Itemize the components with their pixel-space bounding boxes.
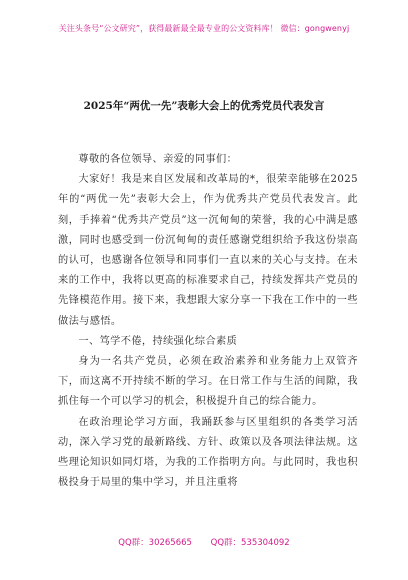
footer-qq-group-2: QQ群：535304092 [210, 538, 290, 548]
document-title: 2025年“两优一先”表彰大会上的优秀党员代表发言 [83, 100, 325, 112]
header-promo-note: 关注头条号“公文研究”，获得最新最全最专业的公文资料库！ 微信：gongwenyj [58, 24, 350, 33]
footer-qq-group-1: QQ群：30265665 [118, 538, 192, 548]
body-paragraph: 大家好！我是来自区发展和改革局的*，很荣幸能够在2025年的“两优一先”表彰大会上，作为优秀共产党员代表发言。此刻，手捧着“优秀共产党员”这一沉甸甸的荣誉，我的心中满是感激，同时也感受到一份沉甸甸的责任感谢党组织给予我这份崇高的认可，也感谢各位领导和同事们一直以来的关心与支持。在未来的工作中，我将以更高的标准要求自己，持续发挥共产党员的先锋模范作用。接下来，我想跟大家分享一下我在工作中的一些做法与感悟。 [58, 174, 358, 327]
document-body [58, 150, 358, 493]
section-heading: 一、笃学不倦，持续强化综合素质 [78, 335, 238, 347]
body-paragraph: 在政治理论学习方面，我踊跃参与区里组织的各类学习活动，深入学习党的最新路线、方针、政策以及各项法律法规。这些理论知识如同灯塔，为我的工作指明方向。与此同时，我也积极投身于局里的集中学习，并且注重将 [58, 416, 358, 489]
footer-contact [0, 536, 408, 548]
body-paragraph: 身为一名共产党员，必须在政治素养和业务能力上双管齐下，而这离不开持续不断的学习。在日常工作与生活的间隙，我抓住每一个可以学习的机会，积极提升自己的综合能力。 [58, 356, 358, 408]
greeting-paragraph: 尊敬的各位领导、亲爱的同事们： [78, 154, 238, 165]
